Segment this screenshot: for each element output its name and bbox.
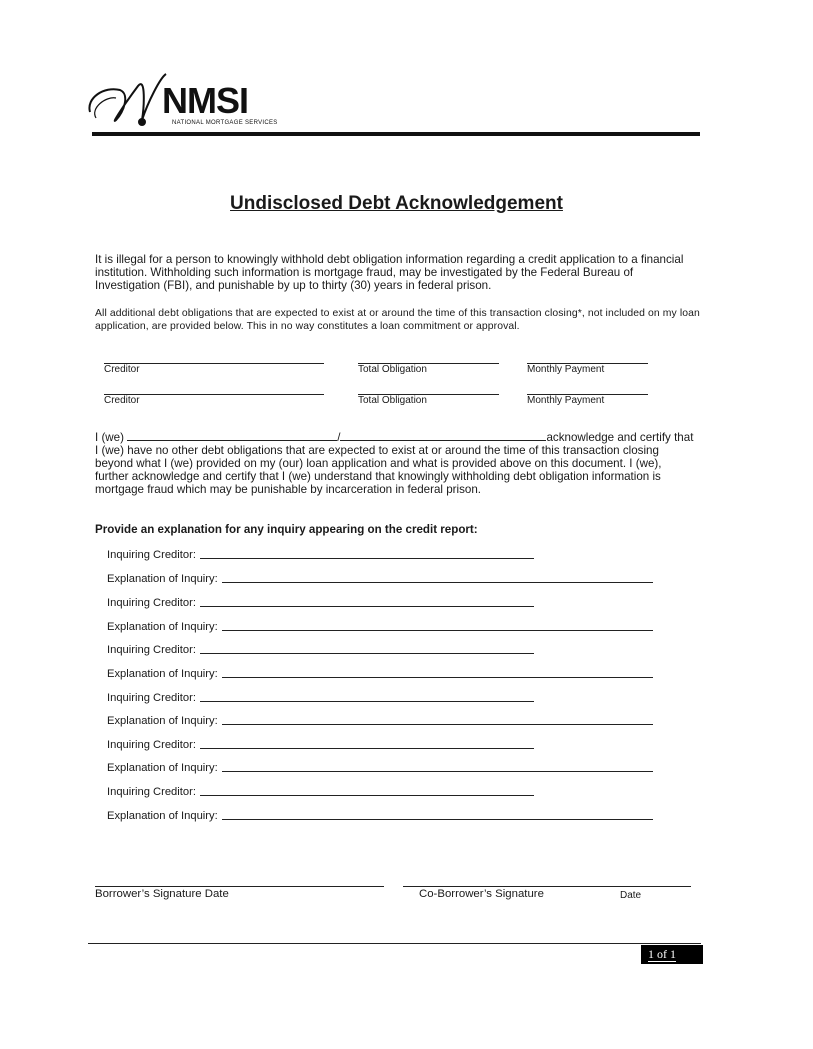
inquiry-explanation-row-1	[107, 573, 653, 585]
inquiry-creditor-label: Inquiring Creditor:	[107, 692, 196, 704]
fraud-warning-paragraph: It is illegal for a person to knowingly withhold debt obligation information regarding a credit application to a financial institution. Withholding such information is mortgage fraud, may be investigated by the Federal Bureau of Investigation (FBI), and punishable by up to thirty (30) years in federal prison.	[95, 253, 684, 292]
inquiry-explanation-row-2	[107, 621, 653, 633]
monthly-payment-label-1: Monthly Payment	[527, 364, 605, 375]
co-borrower-name-field[interactable]	[340, 430, 546, 441]
ack-body: that I (we) have no other debt obligations that are expected to exist at or around the time of this transaction closing beyond what I (we) provided on my (our) loan application and what is provided above on this document. I (we), further acknowledge and certify that I (we) understand that knowingly withholding debt obligation information is mortgage fraud which may be punishable by incarceration in federal prison.	[95, 431, 694, 496]
inquiry-creditor-row-6	[107, 786, 534, 798]
logo-tagline: NATIONAL MORTGAGE SERVICES	[172, 120, 278, 126]
inquiry-explanation-label: Explanation of Inquiry:	[107, 621, 218, 633]
inquiry-explanation-field-5[interactable]	[222, 770, 653, 772]
inquiry-creditor-field-1[interactable]	[200, 557, 534, 559]
logo-script-n-icon	[89, 74, 166, 125]
ack-suffix: acknowledge and certify	[546, 431, 671, 444]
inquiry-explanation-label: Explanation of Inquiry:	[107, 573, 218, 585]
inquiry-explanation-row-6	[107, 810, 653, 822]
inquiry-section-heading: Provide an explanation for any inquiry appearing on the credit report:	[95, 523, 478, 536]
ack-separator: /	[337, 431, 341, 444]
page-number-badge	[641, 945, 703, 964]
logo-wordmark: NMSI	[162, 80, 248, 121]
creditor-label-2: Creditor	[104, 395, 140, 406]
inquiry-creditor-field-5[interactable]	[200, 747, 534, 749]
inquiry-creditor-row-3	[107, 644, 534, 656]
page-title: Undisclosed Debt Acknowledgement	[230, 193, 563, 214]
inquiry-creditor-row-2	[107, 597, 534, 609]
inquiry-creditor-label: Inquiring Creditor:	[107, 549, 196, 561]
borrower-name-field[interactable]	[127, 430, 337, 441]
footer-rule	[88, 943, 701, 944]
inquiry-explanation-field-3[interactable]	[222, 676, 653, 678]
borrower-signature-label: Borrower’s Signature Date	[95, 888, 229, 900]
inquiry-creditor-label: Inquiring Creditor:	[107, 644, 196, 656]
inquiry-explanation-row-3	[107, 668, 653, 680]
inquiry-creditor-label: Inquiring Creditor:	[107, 786, 196, 798]
inquiry-explanation-field-2[interactable]	[222, 629, 653, 631]
co-borrower-signature-label: Co-Borrower’s Signature	[419, 888, 544, 900]
co-borrower-signature-field[interactable]	[403, 886, 691, 887]
header-rule	[92, 132, 700, 136]
inquiry-creditor-label: Inquiring Creditor:	[107, 739, 196, 751]
total-obligation-label-2: Total Obligation	[358, 395, 427, 406]
inquiry-creditor-field-2[interactable]	[200, 605, 534, 607]
page-number: 1 of 1	[648, 947, 676, 961]
total-obligation-label-1: Total Obligation	[358, 364, 427, 375]
inquiry-explanation-row-5	[107, 762, 653, 774]
inquiry-creditor-field-4[interactable]	[200, 700, 534, 702]
co-borrower-date-label: Date	[620, 890, 642, 901]
inquiry-creditor-row-1	[107, 549, 534, 561]
acknowledgement-paragraph	[95, 430, 695, 496]
monthly-payment-label-2: Monthly Payment	[527, 395, 605, 406]
inquiry-explanation-label: Explanation of Inquiry:	[107, 810, 218, 822]
inquiry-creditor-field-6[interactable]	[200, 794, 534, 796]
inquiry-explanation-field-6[interactable]	[222, 818, 653, 820]
inquiry-explanation-field-4[interactable]	[222, 723, 653, 725]
inquiry-creditor-row-5	[107, 739, 534, 751]
inquiry-explanation-row-4	[107, 715, 653, 727]
additional-debt-paragraph: All additional debt obligations that are expected to exist at or around the time of this transaction closing*, not included on my loan application, are provided below. This in no way constitutes a loan commitment or approval.	[95, 308, 700, 332]
inquiry-creditor-field-3[interactable]	[200, 652, 534, 654]
inquiry-explanation-field-1[interactable]	[222, 581, 653, 583]
borrower-signature-field[interactable]	[95, 886, 384, 887]
inquiry-explanation-label: Explanation of Inquiry:	[107, 715, 218, 727]
inquiry-creditor-label: Inquiring Creditor:	[107, 597, 196, 609]
inquiry-explanation-label: Explanation of Inquiry:	[107, 762, 218, 774]
nmsi-logo	[86, 68, 316, 130]
inquiry-creditor-row-4	[107, 692, 534, 704]
creditor-label-1: Creditor	[104, 364, 140, 375]
ack-prefix: I (we)	[95, 431, 128, 444]
inquiry-explanation-label: Explanation of Inquiry:	[107, 668, 218, 680]
